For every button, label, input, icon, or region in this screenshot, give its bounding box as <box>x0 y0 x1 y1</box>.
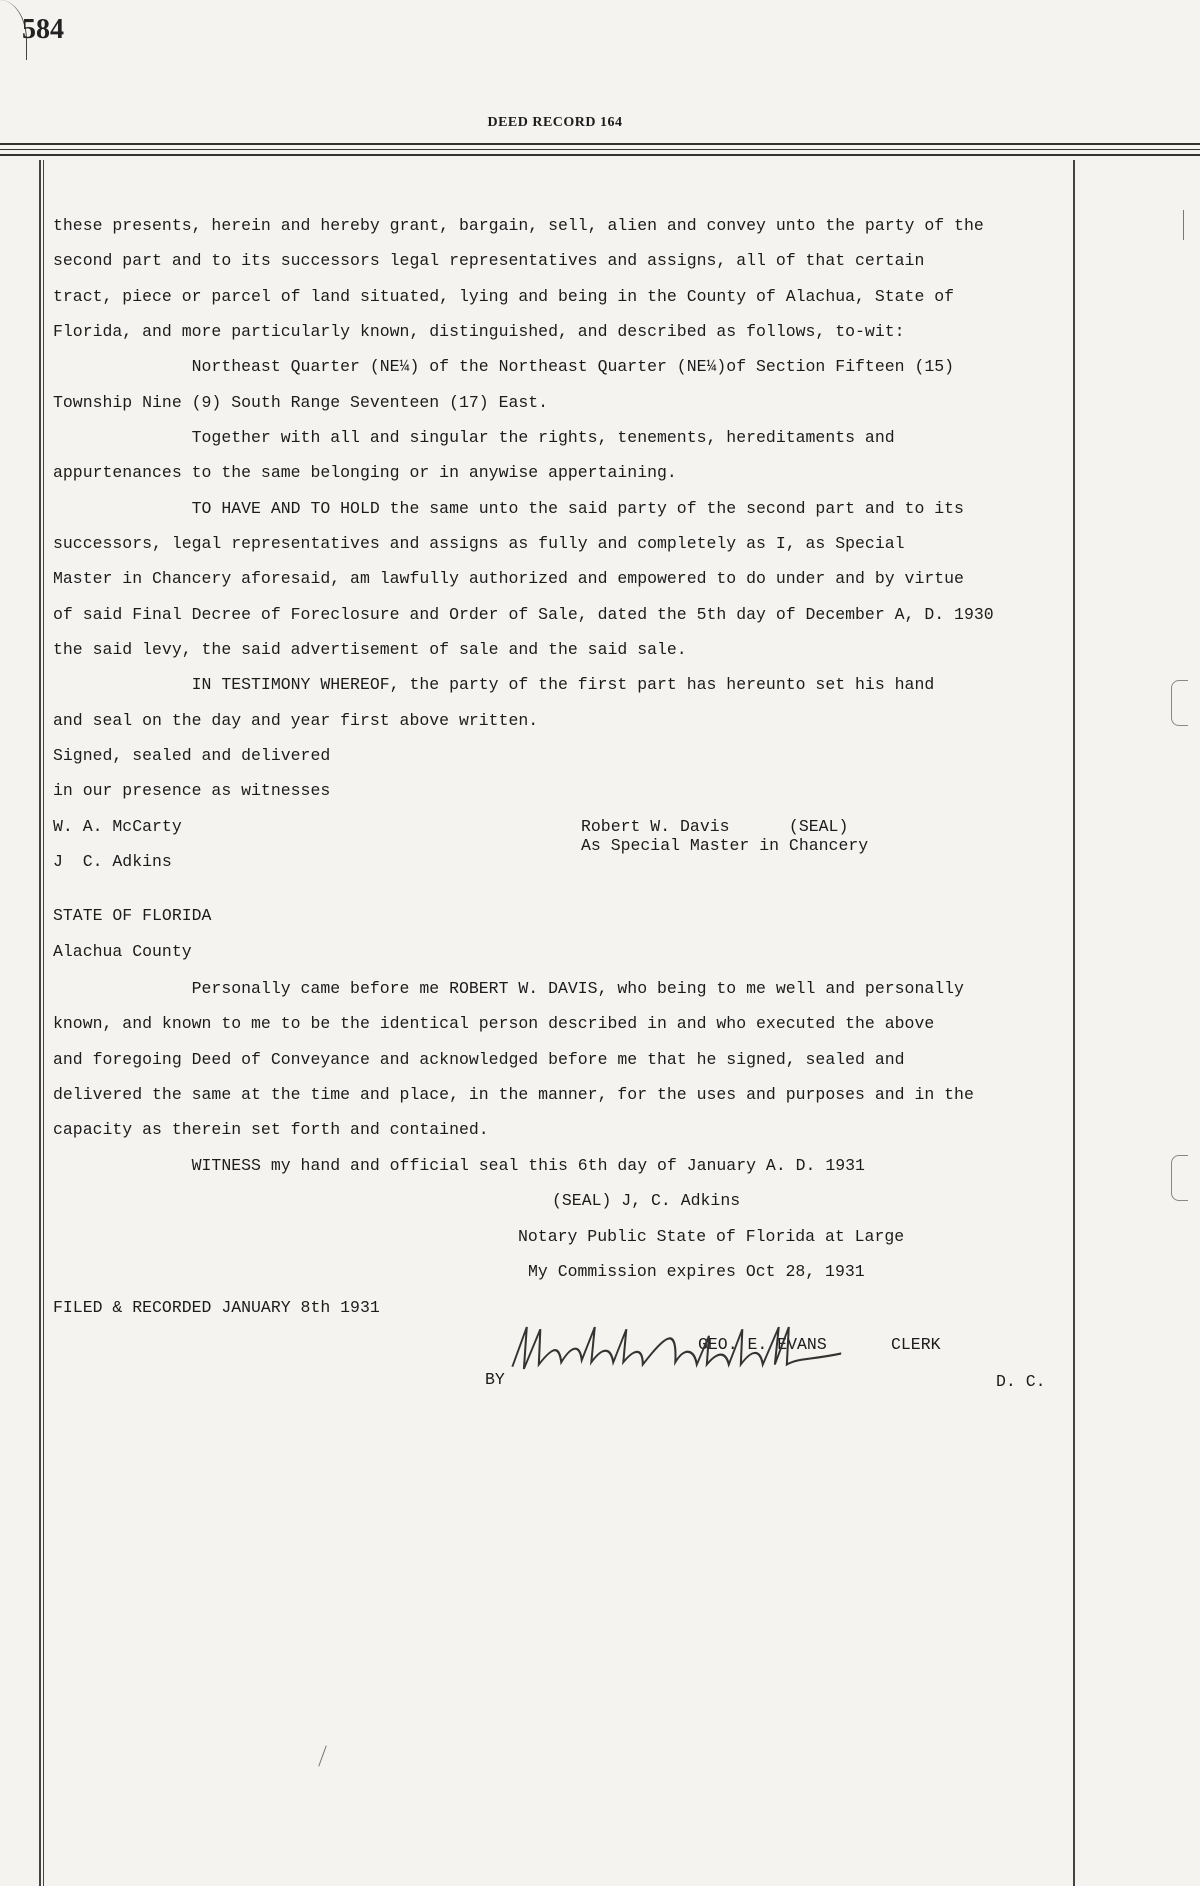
margin-mark <box>1183 210 1184 240</box>
header-rule-mid <box>0 149 1200 150</box>
left-margin-line-inner <box>43 160 44 1886</box>
body-line: Together with all and singular the rights, tenements, hereditaments and <box>53 428 895 447</box>
body-line: Master in Chancery aforesaid, am lawfully authorized and empowered to do under and by virtue <box>53 569 964 588</box>
deputy-clerk-label: D. C. <box>996 1372 1046 1391</box>
acknowledgment-line: and foregoing Deed of Conveyance and acknowledged before me that he signed, sealed and <box>53 1050 905 1069</box>
acknowledgment-line: known, and known to me to be the identical person described in and who executed the above <box>53 1014 935 1033</box>
header-rule-bottom <box>0 154 1200 156</box>
body-line: and seal on the day and year first above written. <box>53 711 539 730</box>
left-margin-line <box>39 160 41 1886</box>
body-line: TO HAVE AND TO HOLD the same unto the said party of the second part and to its <box>53 499 964 518</box>
filed-recorded: FILED & RECORDED JANUARY 8th 1931 <box>53 1298 380 1317</box>
clerk-title: CLERK <box>891 1335 941 1354</box>
body-line: of said Final Decree of Foreclosure and Order of Sale, dated the 5th day of December A, D. 1930 <box>53 605 994 624</box>
body-line: successors, legal representatives and assigns as fully and completely as I, as Special <box>53 534 905 553</box>
county-heading: Alachua County <box>53 942 192 961</box>
body-line: Township Nine (9) South Range Seventeen (17) East. <box>53 393 549 412</box>
tab-mark <box>1171 1155 1188 1201</box>
acknowledgment-line: Personally came before me ROBERT W. DAVIS, who being to me well and personally <box>53 979 964 998</box>
body-line: in our presence as witnesses <box>53 781 331 800</box>
acknowledgment-line: capacity as therein set forth and contained. <box>53 1120 489 1139</box>
header-rule-top <box>0 143 1200 145</box>
margin-mark <box>318 1745 326 1766</box>
body-line: the said levy, the said advertisement of sale and the said sale. <box>53 640 687 659</box>
signer-name: Robert W. Davis (SEAL) <box>581 817 849 836</box>
notary-commission: My Commission expires Oct 28, 1931 <box>528 1262 865 1281</box>
witness-name: J C. Adkins <box>53 852 172 871</box>
acknowledgment-line: WITNESS my hand and official seal this 6th day of January A. D. 1931 <box>53 1156 865 1175</box>
state-heading: STATE OF FLORIDA <box>53 906 212 925</box>
handwritten-signature <box>500 1314 859 1404</box>
body-line: Northeast Quarter (NE¼) of the Northeast Quarter (NE¼)of Section Fifteen (15) <box>53 357 955 376</box>
notary-title: Notary Public State of Florida at Large <box>518 1227 905 1246</box>
notary-seal-line: (SEAL) J, C. Adkins <box>552 1191 741 1210</box>
witness-name: W. A. McCarty <box>53 817 182 836</box>
by-label: BY <box>485 1370 505 1389</box>
clerk-name: GEO. E. EVANS <box>698 1335 827 1354</box>
record-header: DEED RECORD 164 <box>487 115 623 130</box>
body-line: IN TESTIMONY WHEREOF, the party of the first part has hereunto set his hand <box>53 675 935 694</box>
body-line: tract, piece or parcel of land situated, lying and being in the County of Alachua, State of <box>53 287 955 306</box>
signature-scribble <box>503 1314 859 1391</box>
acknowledgment-line: delivered the same at the time and place, in the manner, for the uses and purposes and in the <box>53 1085 974 1104</box>
tab-mark <box>1171 680 1188 726</box>
page-number: 584 <box>22 14 64 45</box>
body-line: Florida, and more particularly known, distinguished, and described as follows, to-wit: <box>53 322 905 341</box>
body-line: these presents, herein and hereby grant, bargain, sell, alien and convey unto the party of the <box>53 216 984 235</box>
right-margin-line <box>1073 160 1075 1886</box>
body-line: second part and to its successors legal representatives and assigns, all of that certain <box>53 251 925 270</box>
body-line: appurtenances to the same belonging or in anywise appertaining. <box>53 463 677 482</box>
signer-title: As Special Master in Chancery <box>581 836 869 855</box>
body-line: Signed, sealed and delivered <box>53 746 331 765</box>
